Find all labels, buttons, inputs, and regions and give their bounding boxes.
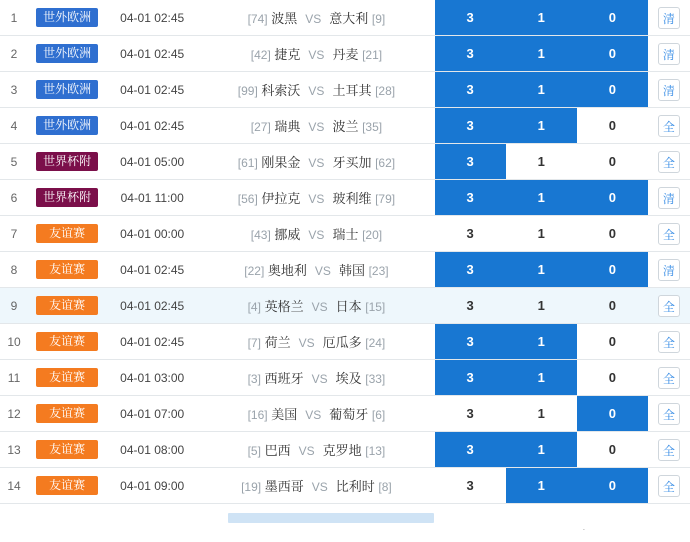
odd-lose-cell[interactable] bbox=[577, 396, 648, 432]
away-team-number: [9] bbox=[371, 12, 386, 26]
odd-draw-cell[interactable] bbox=[506, 360, 577, 396]
row-index: 13 bbox=[0, 432, 28, 468]
away-team-number: [21] bbox=[362, 48, 383, 62]
league-badge[interactable]: 友谊赛 bbox=[36, 224, 98, 243]
odd-draw-cell[interactable] bbox=[506, 180, 577, 216]
odd-win[interactable]: 3 bbox=[466, 406, 474, 421]
away-team-number: [8] bbox=[378, 480, 392, 494]
row-action-cell bbox=[648, 0, 690, 36]
vs-label: VS bbox=[298, 444, 315, 458]
vs-label: VS bbox=[305, 408, 322, 422]
row-index: 8 bbox=[0, 252, 28, 288]
odd-draw[interactable]: 1 bbox=[506, 252, 577, 287]
odd-lose-cell[interactable] bbox=[577, 0, 648, 36]
row-toggle-button[interactable]: 清 bbox=[658, 259, 680, 281]
home-team-name: 波黑 bbox=[271, 11, 298, 26]
odd-lose-cell[interactable] bbox=[577, 468, 648, 504]
odd-win-cell[interactable] bbox=[435, 72, 506, 108]
home-team-name: 西班牙 bbox=[264, 371, 304, 386]
odd-draw[interactable]: 1 bbox=[506, 108, 577, 143]
away-team-name: 瑞士 bbox=[332, 227, 359, 242]
home-team-number: [4] bbox=[247, 300, 261, 314]
odd-lose-cell[interactable] bbox=[577, 108, 648, 144]
away-team-number: [24] bbox=[365, 336, 386, 350]
home-team-number: [22] bbox=[244, 264, 265, 278]
odd-lose[interactable]: 0 bbox=[577, 468, 648, 503]
odd-draw[interactable]: 1 bbox=[537, 298, 545, 313]
odd-lose-cell[interactable] bbox=[577, 288, 648, 324]
teams-cell bbox=[198, 396, 434, 432]
away-team-number: [23] bbox=[368, 264, 389, 278]
teams-cell bbox=[198, 360, 434, 396]
table-row bbox=[0, 0, 690, 36]
league-badge[interactable]: 世外欧洲 bbox=[36, 8, 98, 27]
vs-label: VS bbox=[314, 264, 331, 278]
row-toggle-button[interactable]: 全 bbox=[658, 403, 680, 425]
odd-lose[interactable]: 0 bbox=[608, 154, 616, 169]
odd-lose-cell[interactable] bbox=[577, 72, 648, 108]
home-team-name: 荷兰 bbox=[264, 335, 291, 350]
home-team-number: [5] bbox=[247, 444, 261, 458]
row-toggle-button[interactable]: 全 bbox=[658, 295, 680, 317]
odd-win-cell[interactable] bbox=[435, 216, 506, 252]
vs-label: VS bbox=[308, 120, 325, 134]
table-row bbox=[0, 288, 690, 324]
odd-draw[interactable]: 1 bbox=[506, 36, 577, 71]
away-team-number: [62] bbox=[375, 156, 396, 170]
odd-win-cell[interactable] bbox=[435, 468, 506, 504]
odd-win[interactable]: 3 bbox=[435, 36, 506, 71]
away-team-name: 韩国 bbox=[338, 263, 365, 278]
odd-lose-cell[interactable] bbox=[577, 360, 648, 396]
home-team-name: 伊拉克 bbox=[261, 191, 301, 206]
odd-lose[interactable]: 0 bbox=[608, 370, 616, 385]
odd-win[interactable]: 3 bbox=[435, 144, 506, 179]
table-row bbox=[0, 360, 690, 396]
row-toggle-button[interactable]: 全 bbox=[658, 475, 680, 497]
odd-win[interactable]: 3 bbox=[466, 478, 474, 493]
row-action-cell bbox=[648, 72, 690, 108]
odd-win-cell[interactable] bbox=[435, 288, 506, 324]
odd-lose-cell[interactable] bbox=[577, 324, 648, 360]
away-team-name: 厄瓜多 bbox=[322, 335, 362, 350]
league-badge[interactable]: 友谊赛 bbox=[36, 404, 98, 423]
row-index: 2 bbox=[0, 36, 28, 72]
odd-draw[interactable]: 1 bbox=[506, 324, 577, 359]
league-cell bbox=[28, 252, 106, 288]
table-row bbox=[0, 36, 690, 72]
league-cell bbox=[28, 216, 106, 252]
home-team-number: [61] bbox=[237, 156, 258, 170]
league-badge[interactable]: 世界杯附 bbox=[36, 152, 98, 171]
row-index: 10 bbox=[0, 324, 28, 360]
league-badge[interactable]: 友谊赛 bbox=[36, 476, 98, 495]
row-action-cell bbox=[648, 252, 690, 288]
away-team-number: [79] bbox=[375, 192, 396, 206]
match-time: 04-01 02:45 bbox=[106, 288, 198, 324]
odd-win[interactable]: 3 bbox=[466, 226, 474, 241]
odd-lose[interactable]: 0 bbox=[577, 0, 648, 35]
table-row bbox=[0, 396, 690, 432]
row-toggle-button[interactable]: 全 bbox=[658, 439, 680, 461]
league-badge[interactable]: 友谊赛 bbox=[36, 368, 98, 387]
row-action-cell bbox=[648, 108, 690, 144]
match-time: 04-01 11:00 bbox=[106, 180, 198, 216]
home-team-number: [27] bbox=[250, 120, 271, 134]
league-badge[interactable]: 友谊赛 bbox=[36, 332, 98, 351]
vs-label: VS bbox=[308, 84, 325, 98]
row-toggle-button[interactable]: 清 bbox=[658, 79, 680, 101]
odd-win-cell[interactable] bbox=[435, 0, 506, 36]
odd-win-cell[interactable] bbox=[435, 108, 506, 144]
match-time: 04-01 02:45 bbox=[106, 72, 198, 108]
teams-cell bbox=[198, 180, 434, 216]
odd-draw-cell[interactable] bbox=[506, 288, 577, 324]
row-toggle-button[interactable]: 全 bbox=[658, 115, 680, 137]
row-toggle-button[interactable]: 全 bbox=[658, 367, 680, 389]
home-team-name: 刚果金 bbox=[261, 155, 301, 170]
away-team-name: 土耳其 bbox=[332, 83, 372, 98]
row-index: 5 bbox=[0, 144, 28, 180]
away-team-number: [35] bbox=[362, 120, 383, 134]
league-badge[interactable]: 友谊赛 bbox=[36, 260, 98, 279]
teams-cell bbox=[198, 432, 434, 468]
odd-draw-cell[interactable] bbox=[506, 252, 577, 288]
row-action-cell bbox=[648, 216, 690, 252]
row-action-cell bbox=[648, 180, 690, 216]
odd-win[interactable]: 3 bbox=[435, 180, 506, 215]
odd-draw-cell[interactable] bbox=[506, 0, 577, 36]
odd-win[interactable]: 3 bbox=[435, 324, 506, 359]
row-action-cell bbox=[648, 324, 690, 360]
away-team-name: 丹麦 bbox=[332, 47, 359, 62]
league-badge[interactable]: 世界杯附 bbox=[36, 188, 98, 207]
odd-lose[interactable]: 0 bbox=[577, 36, 648, 71]
match-time: 04-01 09:00 bbox=[106, 468, 198, 504]
away-team-number: [13] bbox=[365, 444, 386, 458]
away-team-name: 葡萄牙 bbox=[329, 407, 369, 422]
match-time: 04-01 02:45 bbox=[106, 324, 198, 360]
home-team-number: [3] bbox=[247, 372, 261, 386]
odd-draw[interactable]: 1 bbox=[506, 0, 577, 35]
table-row bbox=[0, 324, 690, 360]
odd-win[interactable]: 3 bbox=[435, 360, 506, 395]
league-cell bbox=[28, 432, 106, 468]
odd-win-cell[interactable] bbox=[435, 360, 506, 396]
odd-lose-cell[interactable] bbox=[577, 216, 648, 252]
vs-label: VS bbox=[308, 48, 325, 62]
vs-label: VS bbox=[311, 480, 328, 494]
away-team-name: 牙买加 bbox=[332, 155, 372, 170]
teams-cell bbox=[198, 0, 434, 36]
away-team-name: 意大利 bbox=[329, 11, 369, 26]
league-badge[interactable]: 世外欧洲 bbox=[36, 80, 98, 99]
table-row bbox=[0, 144, 690, 180]
odd-draw-cell[interactable] bbox=[506, 144, 577, 180]
league-cell bbox=[28, 360, 106, 396]
odd-lose-cell[interactable] bbox=[577, 252, 648, 288]
row-index: 12 bbox=[0, 396, 28, 432]
row-toggle-button[interactable]: 全 bbox=[658, 223, 680, 245]
odd-lose[interactable]: 0 bbox=[577, 72, 648, 107]
row-index: 7 bbox=[0, 216, 28, 252]
row-index: 9 bbox=[0, 288, 28, 324]
odd-lose[interactable]: 0 bbox=[577, 396, 648, 431]
row-action-cell bbox=[648, 468, 690, 504]
home-team-number: [7] bbox=[247, 336, 261, 350]
odd-draw[interactable]: 1 bbox=[506, 360, 577, 395]
table-row bbox=[0, 432, 690, 468]
odd-draw[interactable]: 1 bbox=[506, 72, 577, 107]
odd-lose-cell[interactable] bbox=[577, 144, 648, 180]
bottom-bar bbox=[0, 513, 690, 529]
odd-draw[interactable]: 1 bbox=[537, 154, 545, 169]
row-toggle-button[interactable]: 清 bbox=[658, 187, 680, 209]
odd-draw[interactable]: 1 bbox=[506, 432, 577, 467]
odd-lose[interactable]: 0 bbox=[608, 334, 616, 349]
odd-win-cell[interactable] bbox=[435, 252, 506, 288]
row-toggle-button[interactable]: 全 bbox=[658, 331, 680, 353]
table-row bbox=[0, 108, 690, 144]
league-cell bbox=[28, 144, 106, 180]
row-index: 6 bbox=[0, 180, 28, 216]
league-cell bbox=[28, 36, 106, 72]
league-badge[interactable]: 世外欧洲 bbox=[36, 44, 98, 63]
home-team-name: 美国 bbox=[271, 407, 298, 422]
teams-cell bbox=[198, 36, 434, 72]
odd-draw[interactable]: 1 bbox=[506, 468, 577, 503]
odd-draw-cell[interactable] bbox=[506, 468, 577, 504]
match-time: 04-01 08:00 bbox=[106, 432, 198, 468]
away-team-name: 日本 bbox=[335, 299, 362, 314]
teams-cell bbox=[198, 468, 434, 504]
odd-lose[interactable]: 0 bbox=[577, 252, 648, 287]
home-team-number: [74] bbox=[247, 12, 268, 26]
odd-lose[interactable]: 0 bbox=[608, 298, 616, 313]
vs-label: VS bbox=[308, 228, 325, 242]
away-team-number: [15] bbox=[365, 300, 386, 314]
table-row bbox=[0, 216, 690, 252]
away-team-number: [6] bbox=[371, 408, 386, 422]
match-time: 04-01 03:00 bbox=[106, 360, 198, 396]
match-time: 04-01 05:00 bbox=[106, 144, 198, 180]
odd-win-cell[interactable] bbox=[435, 180, 506, 216]
row-action-cell bbox=[648, 36, 690, 72]
table-row bbox=[0, 180, 690, 216]
odd-win[interactable]: 3 bbox=[435, 252, 506, 287]
row-index: 4 bbox=[0, 108, 28, 144]
odd-win-cell[interactable] bbox=[435, 396, 506, 432]
vs-label: VS bbox=[305, 12, 322, 26]
odd-win[interactable]: 3 bbox=[435, 0, 506, 35]
odd-lose-cell[interactable] bbox=[577, 180, 648, 216]
vs-label: VS bbox=[308, 192, 325, 206]
odd-draw[interactable]: 1 bbox=[506, 180, 577, 215]
home-team-number: [42] bbox=[250, 48, 271, 62]
table-row bbox=[0, 252, 690, 288]
odd-draw-cell[interactable] bbox=[506, 36, 577, 72]
odd-win-cell[interactable] bbox=[435, 432, 506, 468]
vs-label: VS bbox=[298, 336, 315, 350]
league-badge[interactable]: 友谊赛 bbox=[36, 296, 98, 315]
home-team-name: 巴西 bbox=[264, 443, 291, 458]
league-badge[interactable]: 世外欧洲 bbox=[36, 116, 98, 135]
home-team-number: [16] bbox=[247, 408, 268, 422]
teams-cell bbox=[198, 72, 434, 108]
odd-lose[interactable]: 0 bbox=[608, 226, 616, 241]
odd-win-cell[interactable] bbox=[435, 324, 506, 360]
league-cell bbox=[28, 0, 106, 36]
row-toggle-button[interactable]: 清 bbox=[658, 7, 680, 29]
league-cell bbox=[28, 396, 106, 432]
odd-win-cell[interactable] bbox=[435, 36, 506, 72]
home-team-name: 瑞典 bbox=[274, 119, 301, 134]
teams-cell bbox=[198, 108, 434, 144]
home-team-name: 捷克 bbox=[274, 47, 301, 62]
odd-draw-cell[interactable] bbox=[506, 432, 577, 468]
away-team-number: [28] bbox=[375, 84, 396, 98]
vs-label: VS bbox=[308, 156, 325, 170]
teams-cell bbox=[198, 252, 434, 288]
row-index: 14 bbox=[0, 468, 28, 504]
table-row bbox=[0, 72, 690, 108]
row-action-cell bbox=[648, 432, 690, 468]
row-index: 3 bbox=[0, 72, 28, 108]
league-cell bbox=[28, 108, 106, 144]
teams-cell bbox=[198, 288, 434, 324]
vs-label: VS bbox=[311, 300, 328, 314]
row-index: 11 bbox=[0, 360, 28, 396]
bottom-progress-chip bbox=[228, 513, 434, 523]
row-action-cell bbox=[648, 396, 690, 432]
home-team-number: [56] bbox=[237, 192, 258, 206]
home-team-number: [19] bbox=[241, 480, 262, 494]
teams-cell bbox=[198, 144, 434, 180]
row-action-cell bbox=[648, 360, 690, 396]
home-team-name: 墨西哥 bbox=[264, 479, 304, 494]
match-time: 04-01 07:00 bbox=[106, 396, 198, 432]
away-team-name: 埃及 bbox=[335, 371, 362, 386]
league-cell bbox=[28, 324, 106, 360]
home-team-number: [43] bbox=[250, 228, 271, 242]
row-index: 1 bbox=[0, 0, 28, 36]
table-row bbox=[0, 468, 690, 504]
match-time: 04-01 02:45 bbox=[106, 36, 198, 72]
vs-label: VS bbox=[311, 372, 328, 386]
league-cell bbox=[28, 468, 106, 504]
league-cell bbox=[28, 72, 106, 108]
league-cell bbox=[28, 288, 106, 324]
odd-draw-cell[interactable] bbox=[506, 396, 577, 432]
row-action-cell bbox=[648, 288, 690, 324]
home-team-name: 英格兰 bbox=[264, 299, 304, 314]
odd-lose-cell[interactable] bbox=[577, 432, 648, 468]
odd-win[interactable]: 3 bbox=[435, 72, 506, 107]
home-team-name: 挪威 bbox=[274, 227, 301, 242]
away-team-name: 玻利维 bbox=[332, 191, 372, 206]
odd-win[interactable]: 3 bbox=[435, 432, 506, 467]
away-team-number: [33] bbox=[365, 372, 386, 386]
odd-lose-cell[interactable] bbox=[577, 36, 648, 72]
teams-cell bbox=[198, 324, 434, 360]
match-time: 04-01 02:45 bbox=[106, 108, 198, 144]
odd-lose[interactable]: 0 bbox=[577, 180, 648, 215]
row-toggle-button[interactable]: 全 bbox=[658, 151, 680, 173]
odd-draw-cell[interactable] bbox=[506, 324, 577, 360]
home-team-name: 科索沃 bbox=[261, 83, 301, 98]
odd-win[interactable]: 3 bbox=[466, 298, 474, 313]
match-time: 04-01 02:45 bbox=[106, 0, 198, 36]
away-team-name: 波兰 bbox=[332, 119, 359, 134]
away-team-name: 比利时 bbox=[335, 479, 375, 494]
match-time: 04-01 02:45 bbox=[106, 252, 198, 288]
row-action-cell bbox=[648, 144, 690, 180]
odd-win[interactable]: 3 bbox=[435, 108, 506, 143]
away-team-number: [20] bbox=[362, 228, 383, 242]
league-badge[interactable]: 友谊赛 bbox=[36, 440, 98, 459]
odd-draw-cell[interactable] bbox=[506, 72, 577, 108]
away-team-name: 克罗地 bbox=[322, 443, 362, 458]
odd-draw-cell[interactable] bbox=[506, 108, 577, 144]
match-time: 04-01 00:00 bbox=[106, 216, 198, 252]
odd-draw[interactable]: 1 bbox=[537, 226, 545, 241]
odd-lose[interactable]: 0 bbox=[608, 118, 616, 133]
home-team-name: 奥地利 bbox=[267, 263, 307, 278]
home-team-number: [99] bbox=[237, 84, 258, 98]
odd-draw-cell[interactable] bbox=[506, 216, 577, 252]
row-toggle-button[interactable]: 清 bbox=[658, 43, 680, 65]
odd-lose[interactable]: 0 bbox=[608, 442, 616, 457]
league-cell bbox=[28, 180, 106, 216]
odd-draw[interactable]: 1 bbox=[537, 406, 545, 421]
odd-win-cell[interactable] bbox=[435, 144, 506, 180]
teams-cell bbox=[198, 216, 434, 252]
